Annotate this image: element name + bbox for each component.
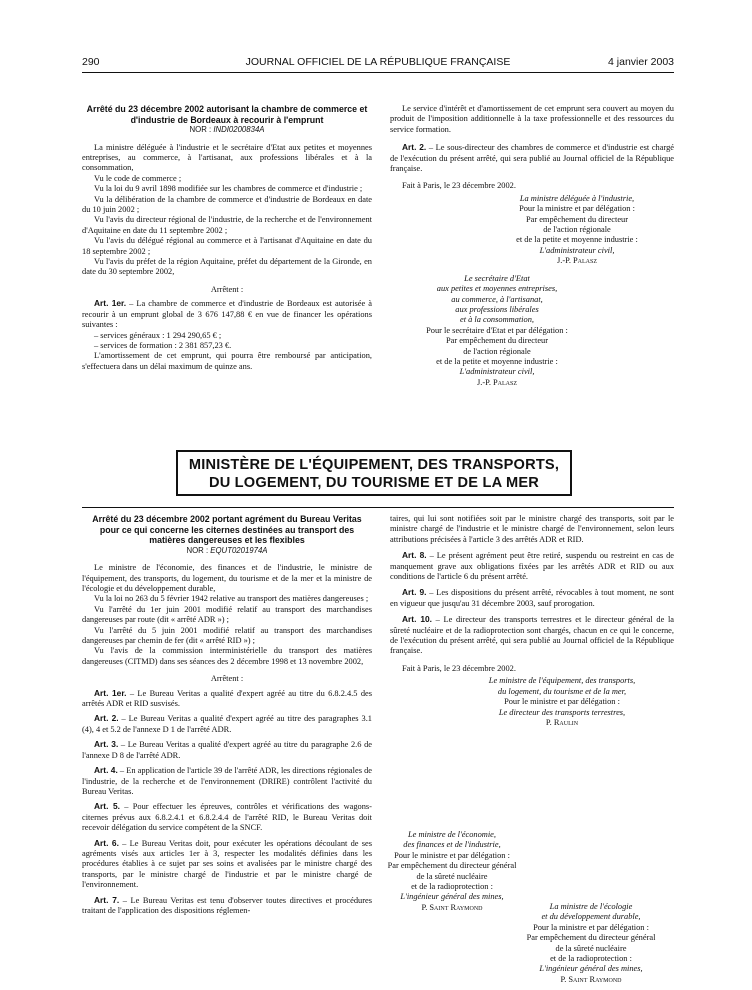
ministry-line-1: MINISTÈRE DE L'ÉQUIPEMENT, DES TRANSPORTS, <box>188 457 560 473</box>
art1-item: – services de formation : 2 381 857,23 €. <box>94 340 232 350</box>
signature-block-b <box>372 830 532 913</box>
article <box>82 713 372 735</box>
visa: Vu la loi no 263 du 5 février 1942 relative au transport des matières dangereuses ; <box>94 594 369 604</box>
ministry-line-2: DU LOGEMENT, DU TOURISME ET DE LA MER <box>208 475 540 491</box>
article <box>82 739 372 761</box>
article <box>390 550 674 582</box>
journal-title: JOURNAL OFFICIEL DE LA RÉPUBLIQUE FRANÇAISE <box>245 56 511 68</box>
article-label: Art. 9. <box>402 587 427 598</box>
signature-title: Le ministre de l'équipement, des transports, <box>488 676 636 686</box>
signature-line: et de la radioprotection : <box>411 882 493 892</box>
decree2-left-column <box>82 514 372 916</box>
decree1-nor <box>82 125 372 135</box>
ministry-banner <box>176 450 572 496</box>
signature-role: L'ingénieur général des mines, <box>400 892 504 902</box>
signature-line: Pour la ministre et par délégation : <box>519 204 635 214</box>
visa: Vu le code de commerce ; <box>94 173 182 183</box>
article-label: Art. 3. <box>94 739 119 750</box>
nor-code: EQUT0201974A <box>210 545 268 555</box>
article-text: – Le présent agrément peut être retiré, suspendu ou restreint en cas de manquement grave aux obligations fixées par les arrêtés ADR et RID ou aux conditions de l'article 6 du présent arrêté. <box>390 551 674 582</box>
issue-date: 4 janvier 2003 <box>608 56 674 68</box>
signature-line: Par empêchement du directeur <box>525 214 629 224</box>
decree1-right-column <box>390 104 674 388</box>
signature-title: et à la consommation, <box>460 315 534 325</box>
visa: Vu l'arrêté du 1er juin 2001 modifié relatif au transport des marchandises dangereuses par route (dit « arrêté ADR ») ; <box>82 604 372 625</box>
fait-a-paris: Fait à Paris, le 23 décembre 2002. <box>402 181 516 191</box>
decree2-intro: Le ministre de l'économie, des finances et de l'industrie, le ministre de l'équipement, des transports, du logement, du tourisme et de la mer et la ministre de l'écologie et du développement durable, <box>82 563 372 593</box>
signature-block-2 <box>390 274 604 388</box>
signature-line: et de la petite et moyenne industrie : <box>516 235 638 245</box>
arretent-heading: Arrêtent : <box>210 284 244 294</box>
nor-label: NOR : <box>189 125 214 135</box>
signatory-name: J.-P. Palasz <box>476 377 518 387</box>
article-label: Art. 10. <box>402 614 432 625</box>
signature-block-a <box>450 676 674 728</box>
article-label: Art. 5. <box>94 801 120 812</box>
article-label: Art. 6. <box>94 837 119 848</box>
signature-title: au commerce, à l'artisanat, <box>451 294 543 304</box>
article-text: – Le sous-directeur des chambres de commerce et d'industrie est chargé de l'exécution du présent arrêté, qui sera publié au Journal officiel de la République française. <box>390 143 674 174</box>
visa: Vu l'avis du délégué régional au commerce et à l'artisanat d'Aquitaine en date du 18 septembre 2002 ; <box>82 236 372 256</box>
article-label: Art. 8. <box>402 550 427 561</box>
signature-title: aux professions libérales <box>455 304 539 314</box>
article-2 <box>390 142 674 174</box>
signature-line: Pour le ministre et par délégation : <box>394 850 510 860</box>
article <box>82 895 372 917</box>
article-text: – La chambre de commerce et d'industrie de Bordeaux est autorisée à recourir à un emprunt global de 3 676 147,88 € en vue de financer les opérations suivantes : <box>82 299 372 330</box>
visa: Vu l'arrêté du 5 juin 2001 modifié relatif au transport des marchandises dangereuses par chemin de fer (dit « arrêté RID ») ; <box>82 625 372 646</box>
article-label: Art. 4. <box>94 765 118 776</box>
page-header <box>82 56 674 72</box>
page-number: 290 <box>82 56 100 68</box>
signature-line: de la sûreté nucléaire <box>555 943 627 953</box>
signature-line: Pour le secrétaire d'Etat et par délégation : <box>426 325 568 335</box>
article-label: Art. 7. <box>94 894 120 905</box>
signatory-name: J.-P. Palasz <box>556 256 598 266</box>
article-text: – En application de l'article 39 de l'arrêté ADR, les directions régionales de l'industrie, de la recherche et de l'environnement (DRIRE) contrôlent l'activité du Bureau Veritas. <box>82 766 372 796</box>
decree2-nor <box>82 546 372 556</box>
signature-line: Par empêchement du directeur général <box>526 933 656 943</box>
article-text: – Le Bureau Veritas a qualité d'expert agréé au titre du 6.8.2.4.5 des arrêtés ADR et RID susvisés. <box>82 688 372 709</box>
article-label: Art. 2. <box>402 142 427 153</box>
signatory-name: P. Raulin <box>545 717 579 727</box>
nor-code: INDI0200834A <box>213 125 265 135</box>
art1-paragraph: Le service d'intérêt et d'amortissement de cet emprunt sera couvert au moyen du produit de l'imposition additionnelle à la taxe professionnelle et des ressources du service formation. <box>390 104 674 134</box>
article-text: – Le Bureau Veritas est tenu d'observer toutes directives et procédures traitant de l'application des dispositions réglemen- <box>82 895 372 915</box>
signature-title: Le ministre de l'économie, <box>407 830 496 839</box>
signature-title: du logement, du tourisme et de la mer, <box>497 686 627 696</box>
article-label: Art. 1er. <box>94 687 127 698</box>
visa: Vu la délibération de la chambre de commerce et d'industrie de Bordeaux en date du 10 juin 2002 ; <box>82 194 372 215</box>
art1-paragraph: L'amortissement de cet emprunt, qui pourra être remboursé par anticipation, s'effectuera dans un délai maximum de quinze ans. <box>82 351 372 371</box>
visa: Vu l'avis du préfet de la région Aquitaine, préfet du département de la Gironde, en date du 30 septembre 2002, <box>82 257 372 277</box>
signature-line: et de la petite et moyenne industrie : <box>436 356 558 366</box>
decree1-intro: La ministre déléguée à l'industrie et le secrétaire d'Etat aux petites et moyennes entreprises, au commerce, à l'artisanat, aux professions libérales et à la consommation, <box>82 142 372 173</box>
signature-block-1 <box>480 194 674 267</box>
signature-line: et de la radioprotection : <box>550 954 632 964</box>
signatory-name: P. Saint Raymond <box>560 974 622 984</box>
article-label: Art. 1er. <box>94 298 127 309</box>
signature-role: Le directeur des transports terrestres, <box>498 707 626 717</box>
visa: Vu l'avis de la commission interministérielle du transport des matières dangereuses (CITMD) dans ses séances des 2 décembre 1998 et 13 novembre 2002, <box>82 646 372 666</box>
signature-title: La ministre de l'écologie <box>549 902 633 911</box>
article-text: – Le Bureau Veritas a qualité d'expert agréé au titre des paragraphes 3.1 (4), 4 et 5.2 de l'annexe D 1 de l'arrêté ADR. <box>82 714 372 734</box>
signature-title: des finances et de l'industrie, <box>403 840 501 850</box>
signature-line: Pour la ministre et par délégation : <box>533 922 649 932</box>
article <box>82 765 372 797</box>
decree1-left-column <box>82 104 372 372</box>
signature-title: aux petites et moyennes entreprises, <box>436 284 558 294</box>
visa: Vu l'avis du directeur régional de l'industrie, de la recherche et de l'environnement d'Aquitaine en date du 11 septembre 2002 ; <box>82 215 372 235</box>
article-1 <box>82 298 372 330</box>
arretent-heading: Arrêtent : <box>210 674 244 684</box>
article <box>82 801 372 833</box>
signatory-name: P. Saint Raymond <box>421 902 483 912</box>
fait-a-paris: Fait à Paris, le 23 décembre 2002. <box>402 663 516 673</box>
article <box>82 688 372 710</box>
decree1-title: Arrêté du 23 décembre 2002 autorisant la chambre de commerce et d'industrie de Bordeaux à recourir à l'emprunt <box>86 104 368 125</box>
visa: Vu la loi du 9 avril 1898 modifiée sur les chambres de commerce et d'industrie ; <box>94 184 363 194</box>
article-text: – Le Bureau Veritas a qualité d'expert agréé au titre du paragraphe 2.6 de l'annexe D 8 de l'arrêté ADR. <box>82 740 372 760</box>
signature-role: L'ingénieur général des mines, <box>539 964 643 974</box>
article-text: – Le Bureau Veritas doit, pour exécuter les opérations découlant de ses agréments visés aux articles 1er à 3, respecter les modalités définies dans les procédures établies à ce sujet par ses soins et avalisées par le ministre chargé des transports, par le ministre chargé de l'industrie et par le ministre chargé de l'environnement. <box>82 838 372 890</box>
signature-line: de l'action régionale <box>543 225 611 235</box>
signature-title: et du développement durable, <box>541 912 641 922</box>
article-text: – Le directeur des transports terrestres et le directeur général de la sûreté nucléaire et de la radioprotection sont chargés, chacun en ce qui le concerne, de l'exécution du présent arrêté, qui sera publié au Journal officiel de la République française. <box>390 615 674 656</box>
signature-role: L'administrateur civil, <box>459 367 535 377</box>
signature-line: Pour le ministre et par délégation : <box>504 697 620 707</box>
art1-item: – services généraux : 1 294 290,65 € ; <box>94 330 222 340</box>
header-rule <box>82 72 674 73</box>
article-7-continued: taires, qui lui sont notifiées soit par le ministre chargé des transports, soit par le ministre chargé de l'industrie et le ministre chargé de l'environnement, selon leurs attributions précisées à l'article 3 des arrêtés ADR et RID. <box>390 514 674 544</box>
article-text: – Les dispositions du présent arrêté, révocables à tout moment, ne sont en vigueur que jusqu'au 31 décembre 2003, sauf prorogation. <box>390 588 674 608</box>
decree2-title: Arrêté du 23 décembre 2002 portant agrément du Bureau Veritas pour ce qui concerne les citernes destinées au transport des matières dangereuses et les flexibles <box>92 514 362 546</box>
article <box>390 587 674 609</box>
signature-title: La ministre déléguée à l'industrie, <box>519 193 635 203</box>
article <box>390 614 674 657</box>
signature-line: Par empêchement du directeur général <box>387 861 517 871</box>
signature-role: L'administrateur civil, <box>539 245 615 255</box>
section-rule <box>82 507 674 508</box>
article-label: Art. 2. <box>94 713 119 724</box>
signature-line: Par empêchement du directeur <box>445 336 549 346</box>
article <box>82 838 372 891</box>
signature-block-c <box>508 902 674 985</box>
decree2-right-column <box>390 514 674 728</box>
signature-title: Le secrétaire d'Etat <box>464 273 530 283</box>
signature-line: de l'action régionale <box>463 346 531 356</box>
article-text: – Pour effectuer les épreuves, contrôles et vérifications des wagons-citernes prévus aux 6.8.2.4.1 et 6.8.2.4.4 de l'arrêté RID, le Bureau Veritas doit recevoir délégation du service compétent de la SNCF. <box>82 802 372 833</box>
nor-label: NOR : <box>186 545 211 555</box>
signature-line: de la sûreté nucléaire <box>416 871 488 881</box>
